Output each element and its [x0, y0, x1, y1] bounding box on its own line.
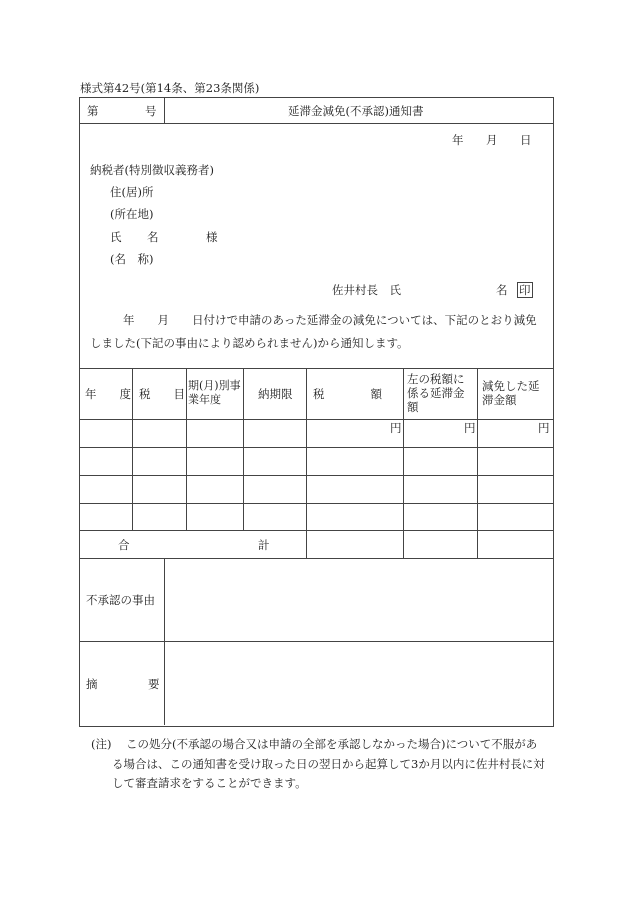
- header-reduced: 減免した延滞金額: [482, 379, 540, 407]
- taxpayer-label: 納税者(特別徴収義務者): [90, 163, 214, 177]
- name-label-2: 名: [147, 230, 159, 244]
- col-line: [186, 368, 187, 530]
- header-late-fee: 左の税額に係る延滞金額: [407, 372, 465, 414]
- header-tax-amount: 税 額: [313, 387, 382, 401]
- unit-tax: 円: [390, 421, 402, 435]
- location-label: (所在地): [110, 207, 154, 221]
- note-marker: (注): [91, 737, 112, 751]
- table-bottom-line: [79, 558, 553, 559]
- col-line: [306, 368, 307, 558]
- summary-label-2: 要: [148, 677, 160, 691]
- number-suffix: 号: [145, 104, 157, 118]
- date-day: 日: [520, 133, 532, 147]
- note-line-1: この処分(不承認の場合又は申請の全部を承認しなかった場合)について不服があ: [126, 737, 538, 751]
- name-label-1: 氏: [110, 230, 122, 244]
- document-title: 延滞金減免(不承認)通知書: [288, 104, 424, 118]
- body-line-1: 年 月 日付けで申請のあった延滞金の減免については、下記のとおり減免: [123, 313, 537, 327]
- summary-label-1: 摘: [86, 677, 98, 691]
- col-line: [132, 368, 133, 530]
- header-year: 年 度: [85, 387, 131, 401]
- header-period: 期(月)別事業年度: [188, 379, 241, 406]
- date-month: 月: [486, 133, 498, 147]
- issuer-name-char: 名: [496, 283, 508, 297]
- unit-reduced: 円: [538, 421, 550, 435]
- form-code: 様式第42号(第14条、第23条関係): [80, 81, 260, 95]
- note-line-2: る場合は、この通知書を受け取った日の翌日から起算して3か月以内に佐井村長に対: [112, 757, 545, 771]
- table-row-line: [79, 503, 553, 504]
- number-prefix: 第: [87, 104, 99, 118]
- issuer-title: 佐井村長 氏: [332, 283, 401, 297]
- address-label: 住(居)所: [110, 185, 154, 199]
- header-separator: [164, 97, 165, 123]
- col-line: [243, 368, 244, 530]
- body-line-2: しました(下記の事由により認められません)から通知します。: [90, 336, 409, 350]
- table-top-line: [79, 368, 553, 369]
- table-row-line: [79, 447, 553, 448]
- col-line: [403, 368, 404, 558]
- date-year: 年: [452, 133, 464, 147]
- total-label-2: 計: [258, 538, 270, 552]
- company-label: (名 称): [110, 252, 154, 266]
- header-item: 税 目: [139, 387, 185, 401]
- note-line-3: して審査請求をすることができます。: [112, 776, 307, 790]
- table-row-line: [79, 475, 553, 476]
- table-header-line: [79, 419, 553, 420]
- table-row-line: [79, 530, 553, 531]
- reason-label: 不承認の事由: [86, 593, 155, 607]
- honorific: 様: [206, 230, 218, 244]
- label-col-line: [164, 558, 165, 725]
- header-divider: [79, 123, 553, 124]
- seal-mark: 印: [519, 283, 531, 297]
- col-line: [477, 368, 478, 558]
- header-due: 納期限: [258, 387, 293, 401]
- total-label-1: 合: [118, 538, 130, 552]
- reason-bottom-line: [79, 641, 553, 642]
- unit-late-fee: 円: [464, 421, 476, 435]
